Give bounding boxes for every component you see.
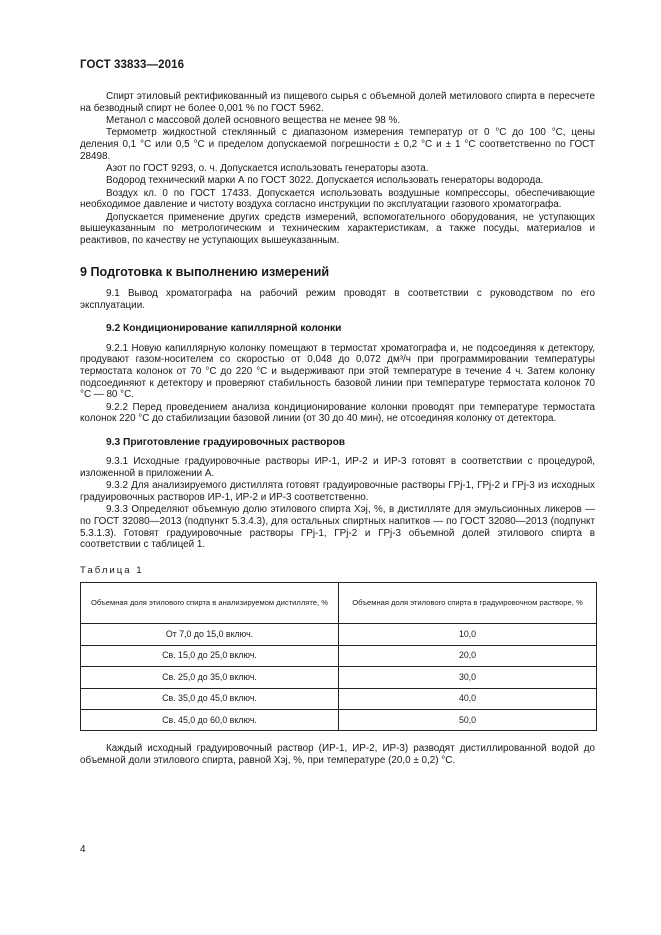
table-cell-value: 40,0 [339,688,597,710]
paragraph-ethanol: Спирт этиловый ректификованный из пищевого сырья с объемной долей метилового спирта в пересчете на безводный спирт не более 0,001 % по ГОСТ 5962. [80,91,595,114]
paragraph-9-3-2: 9.3.2 Для анализируемого дистиллята готовят градуировочные растворы ГРj-1, ГРj-2 и ГРj-3 из исходных градуировочных растворов ИР-1, ИР-2 и ИР-3 соответственно. [80,480,595,503]
table-cell-value: 10,0 [339,624,597,646]
table-cell-range: Св. 25,0 до 35,0 включ. [81,667,339,689]
table-header-cell: Объемная доля этилового спирта в анализируемом дистилляте, % [81,583,339,624]
document-header: ГОСТ 33833—2016 [80,59,185,71]
table-label: Таблица 1 [80,564,144,576]
section-title: 9 Подготовка к выполнению измерений [80,264,330,279]
paragraph-9-3-1: 9.3.1 Исходные градуировочные растворы ИР-1, ИР-2 и ИР-3 готовят в соответствии с процедурой, изложенной в приложении А. [80,456,595,480]
paragraph-methanol: Метанол с массовой долей основного вещества не менее 98 %. [106,114,401,126]
paragraph-air: Воздух кл. 0 по ГОСТ 17433. Допускается использовать воздушные компрессоры, обеспечивающие необходимое давление и чистоту воздуха согласно инструкции по эксплуатации газового хроматографа. [80,187,595,211]
table-1 [80,582,597,731]
paragraph-9-1: 9.1 Вывод хроматографа на рабочий режим проводят в соответствии с руководством по его эксплуатации. [80,288,595,311]
document-body [80,91,595,769]
table-cell-range: От 7,0 до 15,0 включ. [81,624,339,646]
page-number: 4 [80,844,86,855]
paragraph-9-3-3: 9.3.3 Определяют объемную долю этилового спирта Xэj, %, в дистилляте для эмульсионных ликеров — по ГОСТ 32080—2013 (подпункт 5.3.4.3), для остальных спиртных напитков — по ГОСТ 32080—2013 (подпункт 5.3.1.3). Готовят градуировочные растворы ГРj-1, ГРj-2 и ГРj-3 объемной долей этилового спирта в соответствии с таблицей 1. [80,504,595,551]
paragraph-thermometer: Термометр жидкостной стеклянный с диапазоном измерения температур от 0 °С до 100 °С, цены деления 0,1 °С или 0,5 °С и пределом допускаемой погрешности ± 0,2 °С и ± 1 °С соответственно по ГОСТ 28498. [80,127,595,162]
paragraph-9-2-1: 9.2.1 Новую капиллярную колонку помещают в термостат хроматографа и, не подсоединяя к детектору, продувают газом-носителем со скоростью от 0,048 до 0,072 дм³/ч при программировании температуры термостата колонок от 70 °С до 220 °С и выдерживают при этой температуре в течение 4 ч. Затем колонку подсоединяют к детектору и проверяют стабильность базовой линии при температуре термостата колонок 70 °С — 80 °С. [80,342,595,401]
subsection-title-9-3: 9.3 Приготовление градуировочных растворов [106,436,346,448]
table-row [81,645,597,667]
paragraph-9-2-2: 9.2.2 Перед проведением анализа кондиционирование колонки проводят при температуре термостата колонок 220 °С до стабилизации базовой линии (от 30 до 40 мин), не отсоединяя колонку от детектора. [80,401,595,425]
paragraph-alternatives: Допускается применение других средств измерений, вспомогательного оборудования, не уступающих вышеуказанным по метрологическим и техническим характеристикам, а также посуды, материалов и реактивов, по качеству не уступающих вышеуказанным. [80,211,595,246]
table-cell-value: 20,0 [339,645,597,667]
table-header-row [81,583,597,624]
subsection-title-9-2: 9.2 Кондиционирование капиллярной колонки [106,323,342,335]
table-cell-range: Св. 45,0 до 60,0 включ. [81,710,339,731]
paragraph-after-table: Каждый исходный градуировочный раствор (ИР-1, ИР-2, ИР-3) разводят дистиллированной водой до объемной доли этилового спирта, равной Xэj, %, при температуре (20,0 ± 0,2) °С. [80,743,595,766]
table-row [81,710,597,731]
table-row [81,667,597,689]
table-cell-range: Св. 35,0 до 45,0 включ. [81,688,339,710]
table-cell-value: 30,0 [339,667,597,689]
table-row [81,688,597,710]
table-header-cell: Объемная доля этилового спирта в градуировочном растворе, % [339,583,597,624]
table-row [81,624,597,646]
paragraph-nitrogen: Азот по ГОСТ 9293, о. ч. Допускается использовать генераторы азота. [106,162,429,174]
table-cell-value: 50,0 [339,710,597,731]
paragraph-hydrogen: Водород технический марки А по ГОСТ 3022. Допускается использовать генераторы водорода. [106,175,544,187]
table-cell-range: Св. 15,0 до 25,0 включ. [81,645,339,667]
